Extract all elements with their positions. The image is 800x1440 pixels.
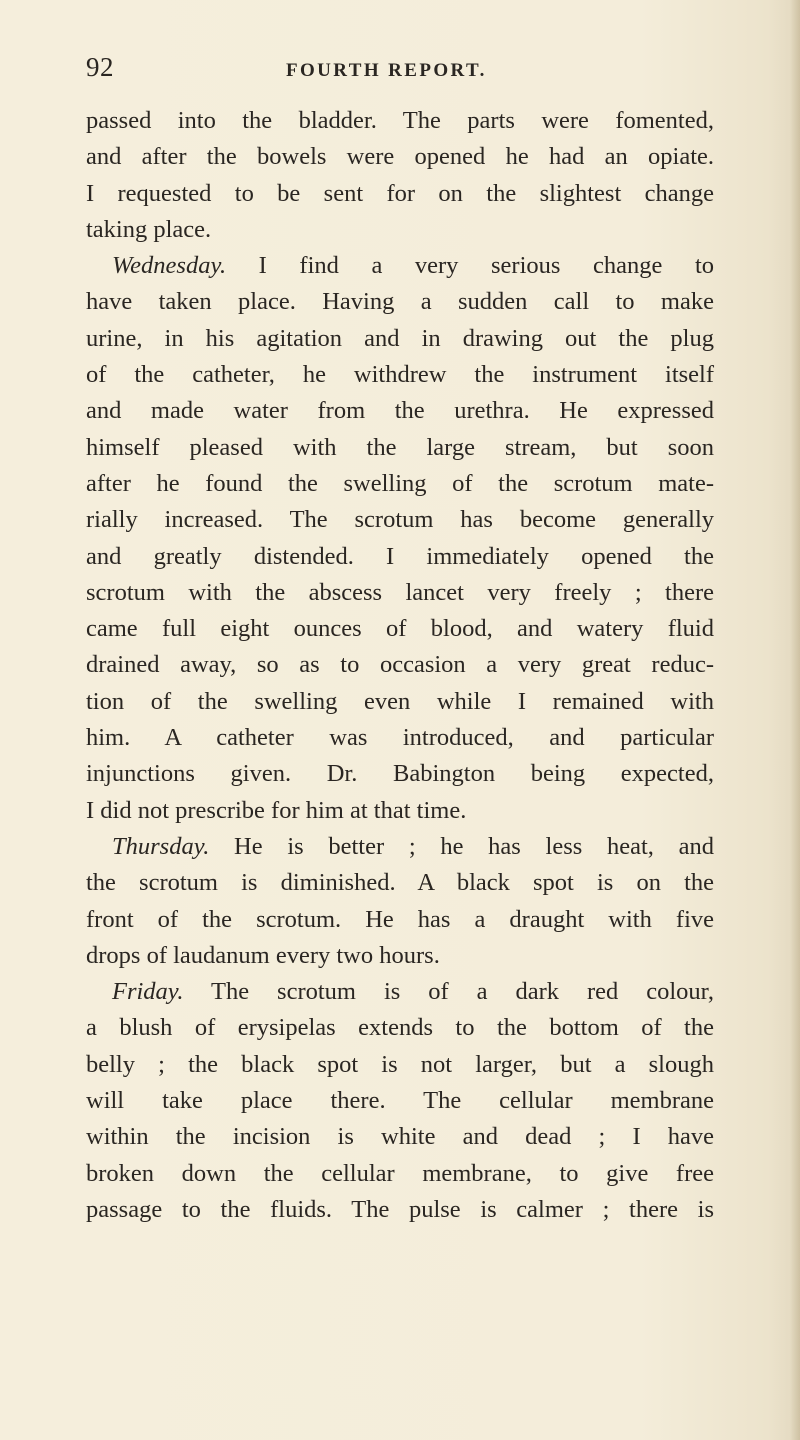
text-line: tion of the swelling even while I remained with bbox=[86, 687, 714, 715]
text-line: rially increased. The scrotum has become generally bbox=[86, 506, 714, 534]
page-edge-shadow bbox=[790, 0, 800, 1440]
text-line: belly ; the black spot is not larger, but a slough bbox=[86, 1050, 714, 1078]
text-line: and greatly distended. I immediately opened the bbox=[86, 542, 714, 570]
text-line: I requested to be sent for on the slightest change bbox=[86, 179, 714, 207]
text-line: drops of laudanum every two hours. bbox=[86, 941, 440, 969]
day-heading-wednesday: Wednesday. bbox=[112, 252, 227, 280]
running-head bbox=[86, 52, 786, 92]
text-line: will take place there. The cellular membrane bbox=[86, 1087, 714, 1115]
text-span: I find a very serious change to bbox=[258, 252, 714, 280]
text-line: the scrotum is diminished. A black spot is on the bbox=[86, 869, 714, 897]
body-text bbox=[86, 103, 714, 1228]
text-line: scrotum with the abscess lancet very freely ; there bbox=[86, 578, 714, 606]
text-line: and made water from the urethra. He expressed bbox=[86, 397, 714, 425]
text-line: taking place. bbox=[86, 215, 212, 243]
text-line bbox=[86, 248, 714, 284]
text-line: broken down the cellular membrane, to give free bbox=[86, 1159, 714, 1187]
text-line: him. A catheter was introduced, and particular bbox=[86, 724, 714, 752]
text-line: himself pleased with the large stream, but soon bbox=[86, 433, 714, 461]
text-line: of the catheter, he withdrew the instrument itself bbox=[86, 361, 714, 389]
running-title: FOURTH REPORT. bbox=[286, 60, 487, 81]
text-span: The scrotum is of a dark red colour, bbox=[211, 978, 714, 1006]
text-line bbox=[86, 829, 714, 865]
day-heading-thursday: Thursday. bbox=[112, 832, 210, 860]
text-line: drained away, so as to occasion a very great reduc- bbox=[86, 651, 714, 679]
text-line: a blush of erysipelas extends to the bottom of the bbox=[86, 1014, 714, 1042]
text-line: within the incision is white and dead ; I have bbox=[86, 1123, 714, 1151]
text-line: after he found the swelling of the scrotum mate- bbox=[86, 469, 714, 497]
text-line: have taken place. Having a sudden call to make bbox=[86, 288, 714, 316]
text-line: front of the scrotum. He has a draught with five bbox=[86, 905, 714, 933]
day-heading-friday: Friday. bbox=[112, 978, 184, 1006]
text-line: passed into the bladder. The parts were fomented, bbox=[86, 107, 714, 134]
text-line: passage to the fluids. The pulse is calmer ; there is bbox=[86, 1195, 714, 1223]
text-span: He is better ; he has less heat, and bbox=[234, 832, 714, 860]
text-line: injunctions given. Dr. Babington being expected, bbox=[86, 760, 714, 788]
text-line: I did not prescribe for him at that time. bbox=[86, 796, 467, 824]
page-number: 92 bbox=[86, 52, 114, 82]
text-line: and after the bowels were opened he had an opiate. bbox=[86, 143, 714, 171]
text-line: came full eight ounces of blood, and watery fluid bbox=[86, 615, 714, 643]
text-line: urine, in his agitation and in drawing out the plug bbox=[86, 324, 714, 352]
text-line bbox=[86, 974, 714, 1010]
